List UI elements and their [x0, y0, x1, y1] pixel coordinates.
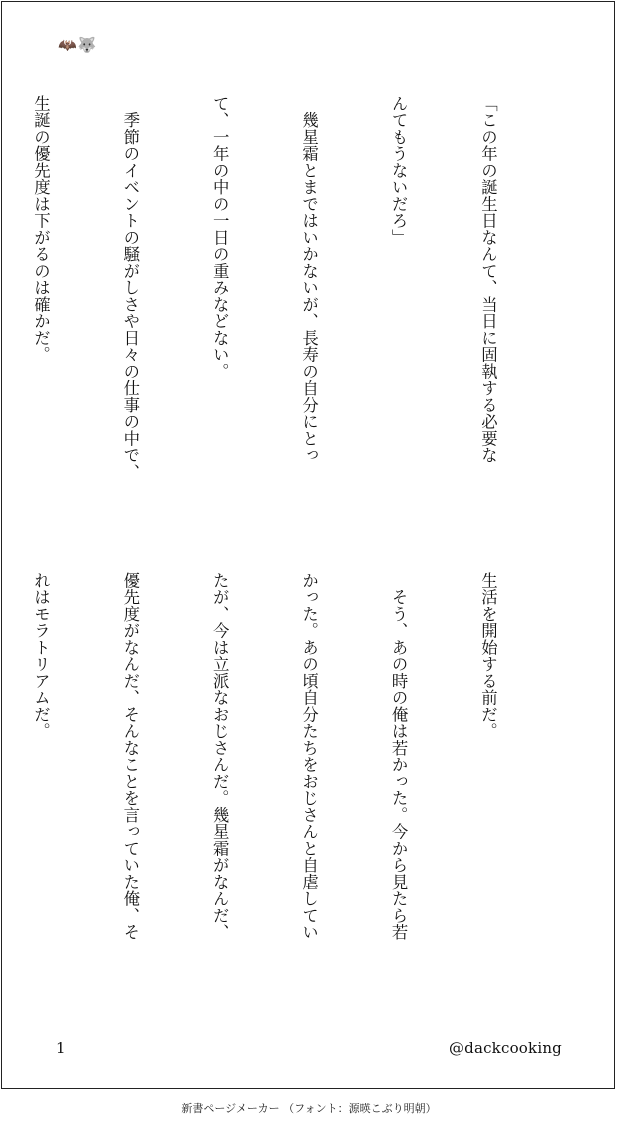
- text-line: 生活を開始する前だ。: [478, 572, 498, 740]
- text-line: 季節のイベントの騒がしさや日々の仕事の中で、: [120, 95, 140, 481]
- vertical-text-top: [31, 95, 562, 525]
- text-line: んてもうないだろ」: [389, 95, 409, 246]
- author-handle: @dackcooking: [448, 1039, 562, 1057]
- book-page: [1, 1, 615, 1089]
- page-number: 1: [56, 1039, 66, 1057]
- text-line: たが、今は立派なおじさんだ。幾星霜がなんだ、: [210, 572, 230, 941]
- text-line: 幾星霜とまではいかないが、長寿の自分にとっ: [299, 95, 319, 464]
- bat-icon: 🦇: [58, 36, 77, 54]
- text-line: て、一年の中の一日の重みなどない。: [210, 95, 230, 380]
- text-line: かった。あの頃自分たちをおじさんと自虐してい: [299, 572, 319, 941]
- wolf-icon: 🐺: [77, 36, 97, 54]
- header-emojis: [58, 36, 96, 54]
- generator-credit: 新書ページメーカー （フォント：源暎こぶり明朝）: [181, 1102, 437, 1115]
- text-line: 「この年の誕生日なんて、当日に固執する必要な: [478, 95, 498, 464]
- text-line: れはモラトリアムだ。: [31, 572, 51, 740]
- text-line: 優先度がなんだ、そんなことを言っていた俺、そ: [120, 572, 140, 941]
- text-line: 生誕の優先度は下がるのは確かだ。: [31, 95, 51, 363]
- text-line: そう、あの時の俺は若かった。今から見たら若: [389, 572, 409, 941]
- vertical-text-bottom: [31, 572, 562, 1002]
